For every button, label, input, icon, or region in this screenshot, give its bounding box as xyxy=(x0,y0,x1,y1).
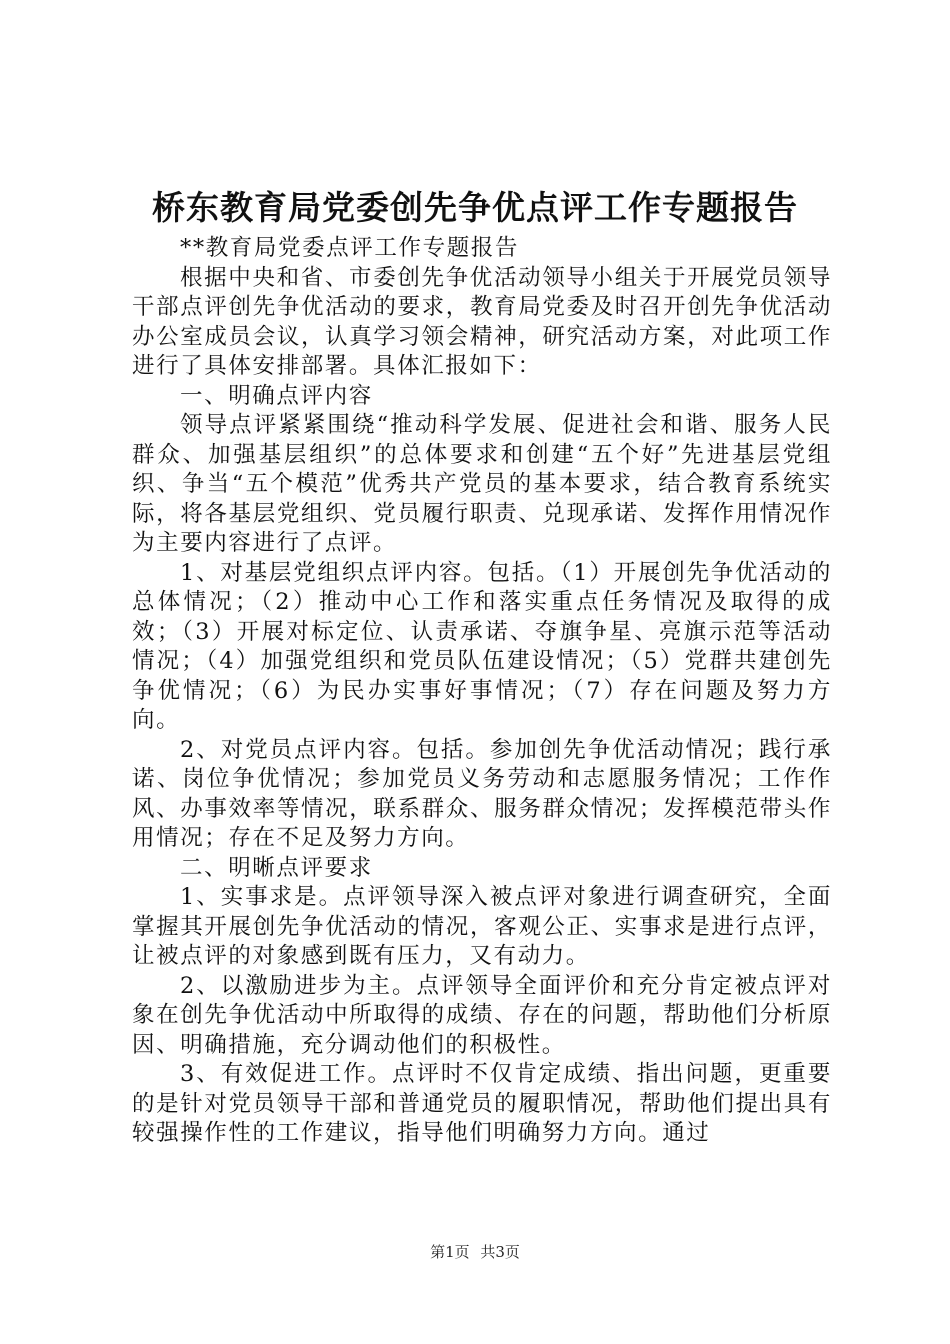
section-2-item-3: 3、有效促进工作。点评时不仅肯定成绩、指出问题，更重要的是针对党员领导干部和普通党员的履职情况，帮助他们提出具有较强操作性的工作建议，指导他们明确努力方向。通过 xyxy=(132,1061,832,1146)
page-total: 共3页 xyxy=(480,1243,520,1261)
section-2-item-2: 2、以激励进步为主。点评领导全面评价和充分肯定被点评对象在创先争优活动中所取得的成绩、存在的问题，帮助他们分析原因、明确措施，充分调动他们的积极性。 xyxy=(132,972,832,1058)
section-heading-1: 一、明确点评内容 xyxy=(180,382,373,409)
subtitle-paragraph: **教育局党委点评工作专题报告 xyxy=(180,235,520,261)
section-2-item-1: 1、实事求是。点评领导深入被点评对象进行调查研究，全面掌握其开展创先争优活动的情况，客观公正、实事求是进行点评，让被点评的对象感到既有压力，又有动力。 xyxy=(132,884,832,969)
section-heading-2: 二、明晰点评要求 xyxy=(180,854,373,881)
document-title: 桥东教育局党委创先争优点评工作专题报告 xyxy=(152,188,798,227)
document-body xyxy=(132,234,832,1149)
section-1-paragraph: 领导点评紧紧围绕“推动科学发展、促进社会和谐、服务人民群众、加强基层组织”的总体要求和创建“五个好”先进基层党组织、争当“五个模范”优秀共产党员的基本要求，结合教育系统实际，将各基层党组织、党员履行职责、兑现承诺、发挥作用情况作为主要内容进行了点评。 xyxy=(132,412,832,556)
section-1-item-2: 2、对党员点评内容。包括。参加创先争优活动情况；践行承诺、岗位争优情况；参加党员义务劳动和志愿服务情况；工作作风、办事效率等情况，联系群众、服务群众情况；发挥模范带头作用情况；存在不足及努力方向。 xyxy=(132,736,832,851)
section-1-item-1: 1、对基层党组织点评内容。包括。（1）开展创先争优活动的总体情况；（2）推动中心工作和落实重点任务情况及取得的成效；（3）开展对标定位、认责承诺、夺旗争星、亮旗示范等活动情况；（4）加强党组织和党员队伍建设情况；（5）党群共建创先争优情况；（6）为民办实事好事情况；（7）存在问题及努力方向。 xyxy=(132,559,832,733)
page-footer xyxy=(0,1241,950,1263)
intro-paragraph: 根据中央和省、市委创先争优活动领导小组关于开展党员领导干部点评创先争优活动的要求，教育局党委及时召开创先争优活动办公室成员会议，认真学习领会精神，研究活动方案，对此项工作进行了具体安排部署。具体汇报如下： xyxy=(132,264,832,379)
page-number: 第1页 xyxy=(430,1243,470,1261)
